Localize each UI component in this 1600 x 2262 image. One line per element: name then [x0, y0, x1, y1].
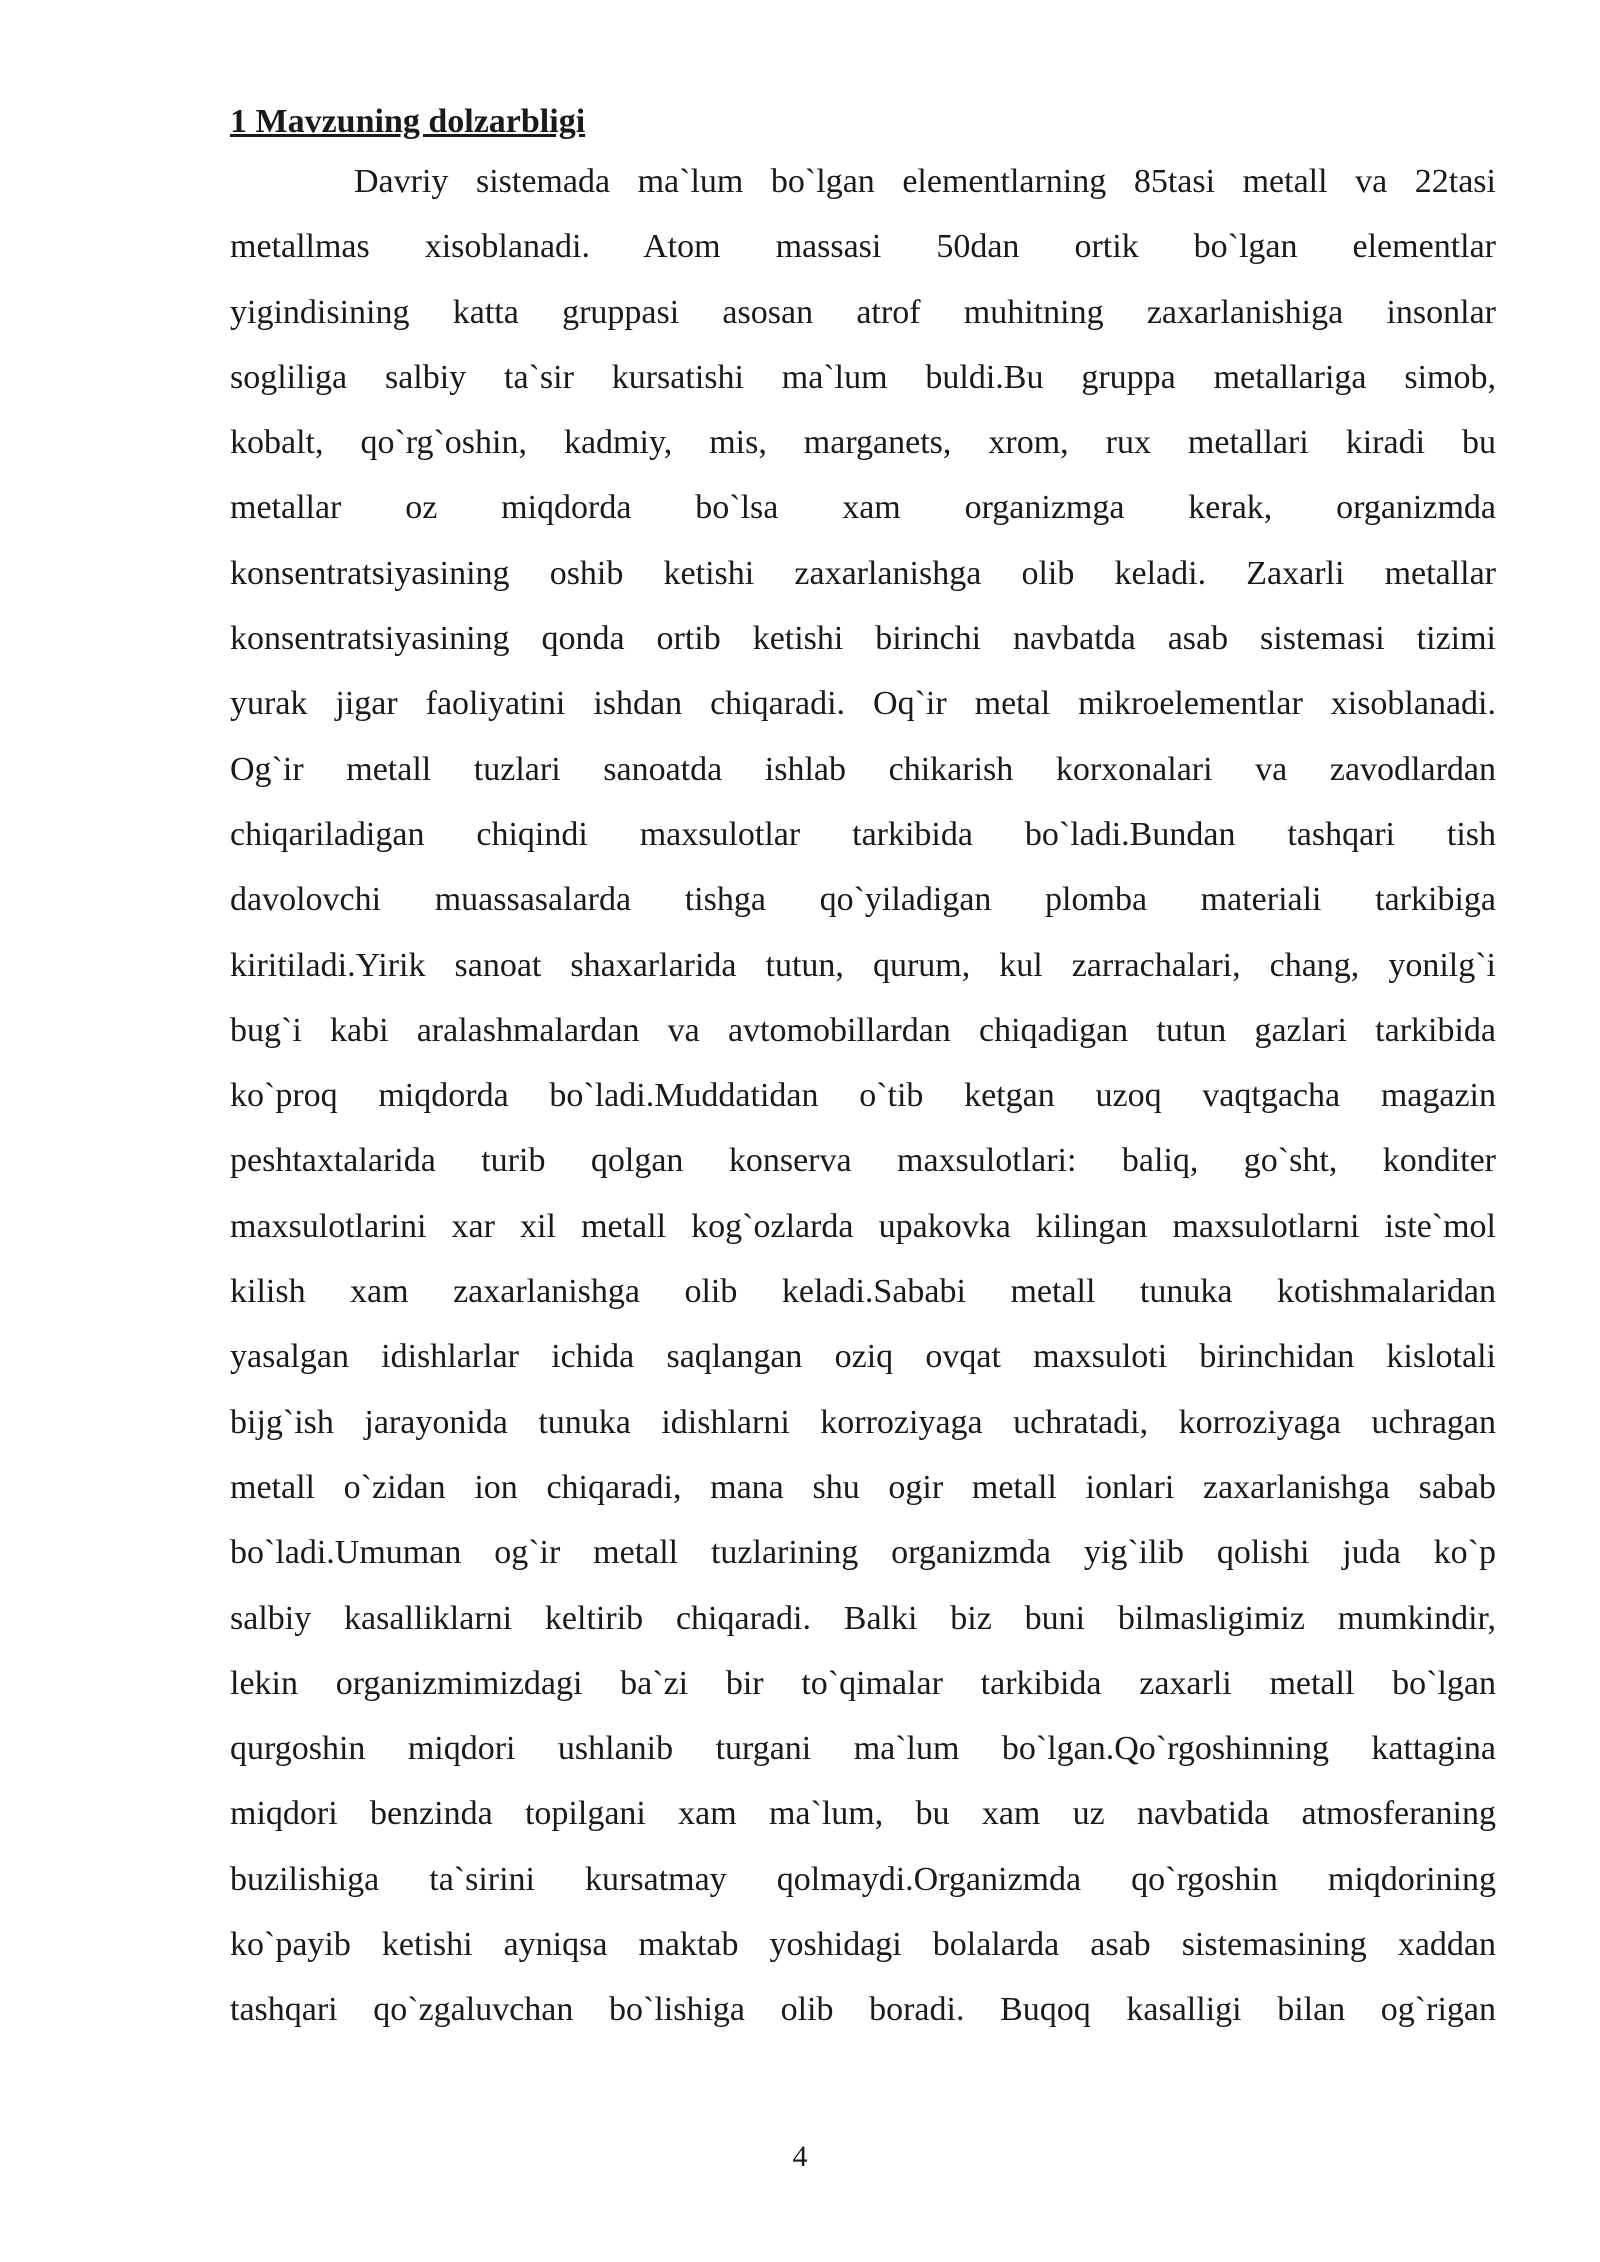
paragraph-line: yasalgan idishlarlar ichida saqlangan oziq ovqat maxsuloti birinchidan kislotali [230, 1338, 1496, 1376]
page-body [230, 95, 1496, 2043]
paragraph-line: bijg`ish jarayonida tunuka idishlarni korroziyaga uchratadi, korroziyaga uchragan [230, 1403, 1496, 1441]
paragraph-line: metall o`zidan ion chiqaradi, mana shu ogir metall ionlari zaxarlanishga sabab [230, 1468, 1496, 1506]
paragraph-line: miqdori benzinda topilgani xam ma`lum, bu xam uz navbatida atmosferaning [230, 1795, 1496, 1833]
paragraph-line: qurgoshin miqdori ushlanib turgani ma`lum bo`lgan.Qo`rgoshinning kattagina [230, 1730, 1496, 1768]
paragraph-line: Og`ir metall tuzlari sanoatda ishlab chikarish korxonalari va zavodlardan [230, 750, 1496, 788]
paragraph-line: metallmas xisoblanadi. Atom massasi 50dan ortik bo`lgan elementlar [230, 228, 1496, 266]
paragraph-line: konsentratsiyasining qonda ortib ketishi birinchi navbatda asab sistemasi tizimi [230, 620, 1496, 658]
paragraph-line: ko`payib ketishi ayniqsa maktab yoshidagi bolalarda asab sistemasining xaddan [230, 1926, 1496, 1964]
paragraph-line: bug`i kabi aralashmalardan va avtomobillardan chiqadigan tutun gazlari tarkibida [230, 1011, 1496, 1049]
page-number: 4 [792, 2140, 808, 2173]
paragraph-line: metallar oz miqdorda bo`lsa xam organizmga kerak, organizmda [230, 489, 1496, 527]
paragraph-line: buzilishiga ta`sirini kursatmay qolmaydi.Organizmda qo`rgoshin miqdorining [230, 1860, 1496, 1898]
paragraph-line: sogliliga salbiy ta`sir kursatishi ma`lum buldi.Bu gruppa metallariga simob, [230, 358, 1496, 396]
paragraph-line: konsentratsiyasining oshib ketishi zaxarlanishga olib keladi. Zaxarli metallar [230, 554, 1496, 592]
paragraph-line: ko`proq miqdorda bo`ladi.Muddatidan o`tib ketgan uzoq vaqtgacha magazin [230, 1077, 1496, 1115]
paragraph-line: bo`ladi.Umuman og`ir metall tuzlarining organizmda yig`ilib qolishi juda ko`p [230, 1534, 1496, 1572]
paragraph-line: salbiy kasalliklarni keltirib chiqaradi. Balki biz buni bilmasligimiz mumkindir, [230, 1599, 1496, 1637]
paragraph-line: kiritiladi.Yirik sanoat shaxarlarida tutun, qurum, kul zarrachalari, chang, yonilg`i [230, 946, 1496, 984]
paragraph-line: davolovchi muassasalarda tishga qo`yiladigan plomba materiali tarkibiga [230, 881, 1496, 919]
paragraph-line: yigindisining katta gruppasi asosan atrof muhitning zaxarlanishiga insonlar [230, 293, 1496, 331]
paragraph-line: kobalt, qo`rg`oshin, kadmiy, mis, marganets, xrom, rux metallari kiradi bu [230, 424, 1496, 462]
paragraph-line: Davriy sistemada ma`lum bo`lgan elementlarning 85tasi metall va 22tasi [354, 163, 1496, 200]
paragraph-line: lekin organizmimizdagi ba`zi bir to`qimalar tarkibida zaxarli metall bo`lgan [230, 1664, 1496, 1702]
paragraph-line: maxsulotlarini xar xil metall kog`ozlarda upakovka kilingan maxsulotlarni iste`mol [230, 1207, 1496, 1245]
paragraph-line: tashqari qo`zgaluvchan bo`lishiga olib boradi. Buqoq kasalligi bilan og`rigan [230, 1991, 1496, 2029]
section-heading: 1 Mavzuning dolzarbligi [230, 103, 586, 140]
paragraph-line: chiqariladigan chiqindi maxsulotlar tarkibida bo`ladi.Bundan tashqari tish [230, 815, 1496, 853]
paragraph [230, 149, 1496, 2043]
paragraph-line: kilish xam zaxarlanishga olib keladi.Sababi metall tunuka kotishmalaridan [230, 1273, 1496, 1311]
paragraph-line: yurak jigar faoliyatini ishdan chiqaradi. Oq`ir metal mikroelementlar xisoblanadi. [230, 685, 1496, 723]
paragraph-line: peshtaxtalarida turib qolgan konserva maxsulotlari: baliq, go`sht, konditer [230, 1142, 1496, 1180]
